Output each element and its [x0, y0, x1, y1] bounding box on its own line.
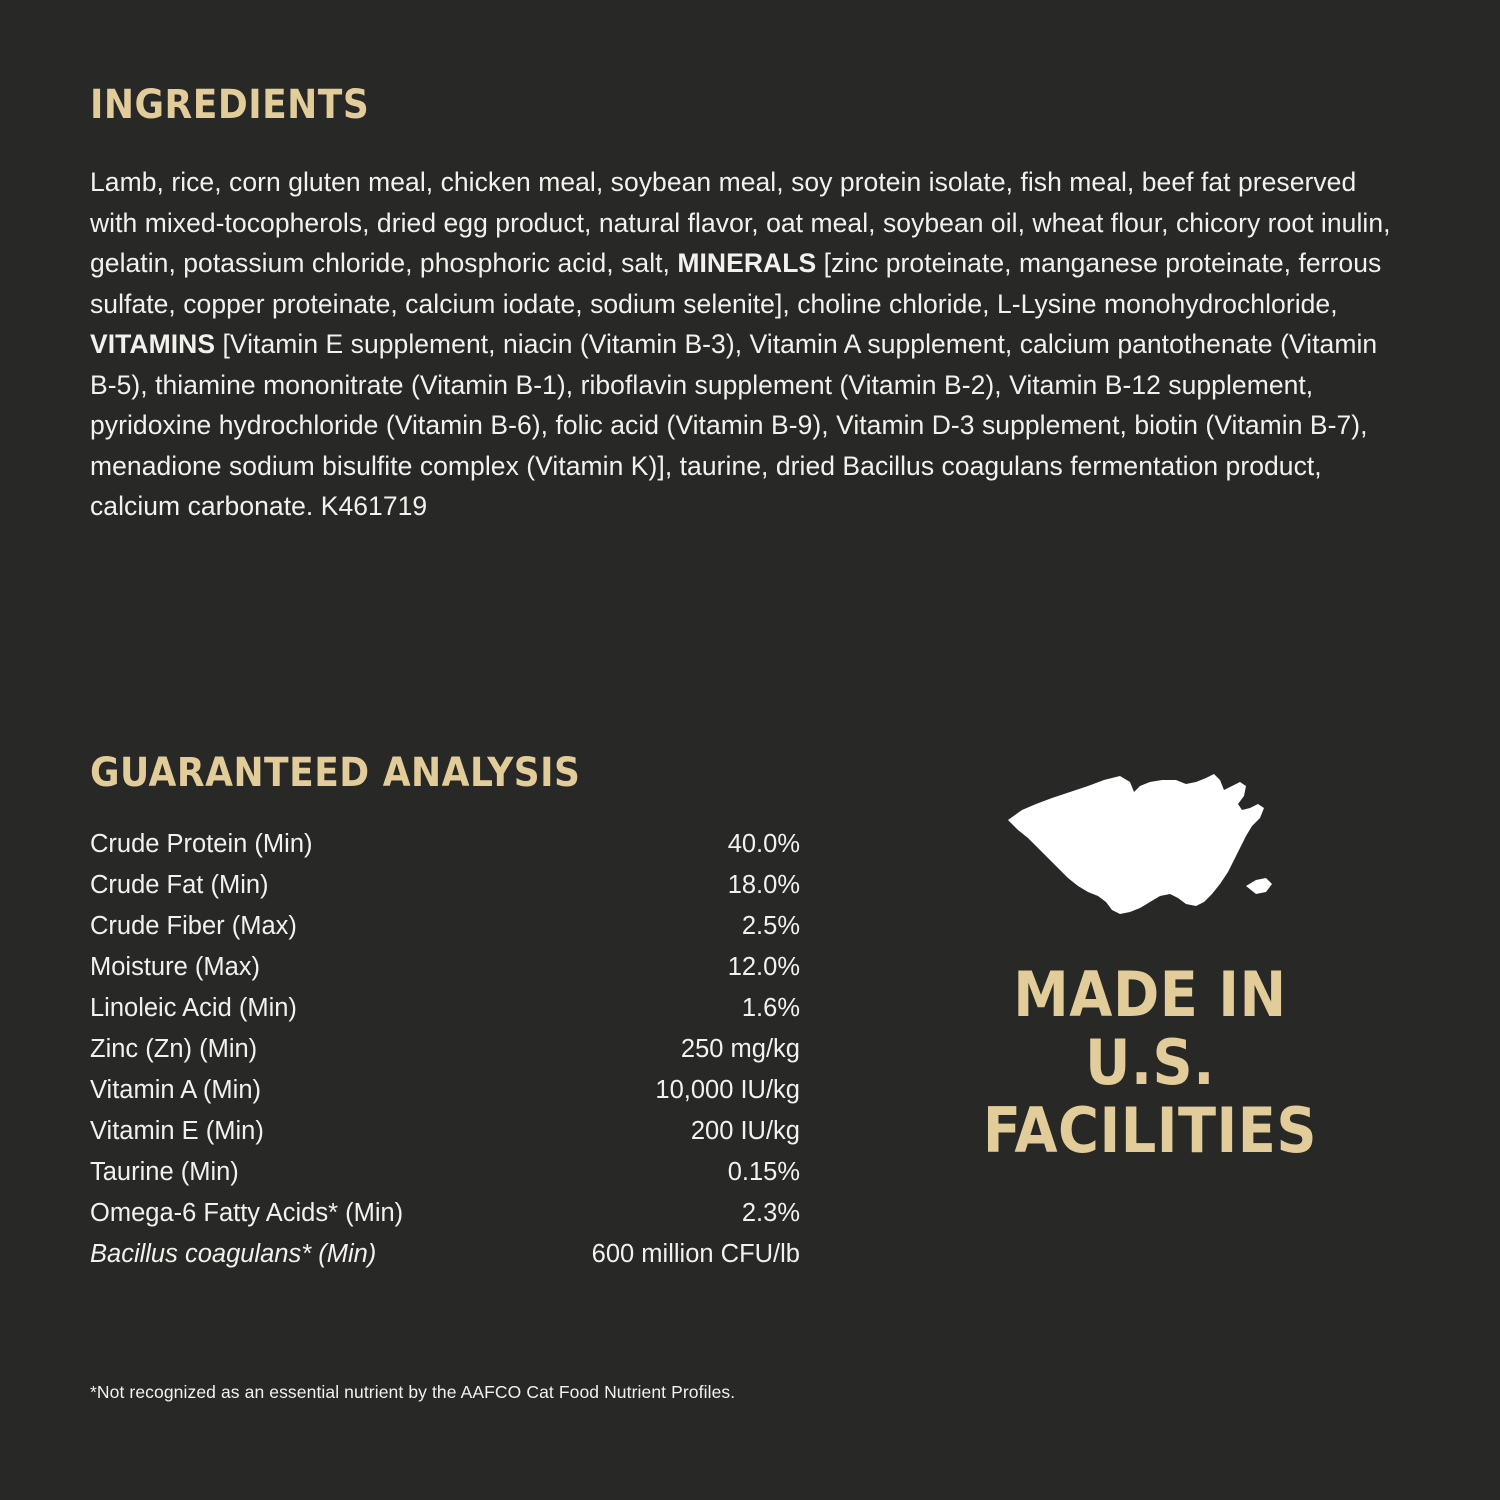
table-row	[90, 1029, 800, 1070]
table-row	[90, 988, 800, 1029]
nutrient-value: 1.6%	[741, 994, 800, 1022]
nutrient-value: 2.3%	[741, 1199, 800, 1227]
nutrient-value: 18.0%	[727, 871, 800, 899]
guaranteed-analysis-rows	[90, 824, 800, 1275]
ingredients-text	[90, 162, 1410, 527]
table-row	[90, 824, 800, 865]
ingredients-run: Lamb, rice, corn gluten meal, chicken meal, soybean meal, soy protein isolate, fish meal, beef fat preserved with mixed-tocopherols, dried egg product, natural flavor, oat meal, soybean oil, wheat flour, chicory root inulin, gelatin, potassium chloride, phosphoric acid, salt,	[90, 167, 1398, 278]
nutrient-name: Vitamin A (Min)	[90, 1076, 262, 1104]
table-row	[90, 1070, 800, 1111]
guaranteed-analysis-heading: GUARANTEED ANALYSIS	[90, 750, 581, 796]
nutrient-name: Crude Protein (Min)	[90, 830, 313, 858]
ingredients-emphasis: VITAMINS	[90, 329, 216, 359]
nutrient-value: 600 million CFU/lb	[591, 1240, 800, 1268]
footnote: *Not recognized as an essential nutrient by the AAFCO Cat Food Nutrient Profiles.	[90, 1382, 736, 1402]
nutrient-name: Linoleic Acid (Min)	[90, 994, 297, 1022]
nutrient-value: 40.0%	[727, 830, 800, 858]
table-row	[90, 1152, 800, 1193]
nutrient-name: Omega-6 Fatty Acids* (Min)	[90, 1199, 404, 1227]
nutrient-value: 12.0%	[727, 953, 800, 981]
made-in-us-badge	[940, 768, 1360, 1165]
nutrient-name: Crude Fiber (Max)	[90, 912, 297, 940]
table-row	[90, 947, 800, 988]
nutrient-name: Bacillus coagulans* (Min)	[90, 1240, 377, 1268]
table-row	[90, 1193, 800, 1234]
badge-line-3: FACILITIES	[982, 1094, 1318, 1167]
nutrient-value: 2.5%	[741, 912, 800, 940]
table-row	[90, 906, 800, 947]
table-row	[90, 1234, 800, 1275]
nutrient-name: Zinc (Zn) (Min)	[90, 1035, 258, 1063]
table-row	[90, 865, 800, 906]
ingredients-run: [Vitamin E supplement, niacin (Vitamin B-3), Vitamin A supplement, calcium pantothenate (Vitamin B-5), thiamine mononitrate (Vitamin B-1), riboflavin supplement (Vitamin B-2), Vitamin B-12 supplement, pyridoxine hydrochloride (Vitamin B-6), folic acid (Vitamin B-9), Vitamin D-3 supplement, biotin (Vitamin B-7), menadione sodium bisulfite complex (Vitamin K)], taurine, dried Bacillus coagulans fermentation product, calcium carbonate. K461719	[90, 329, 1385, 521]
nutrient-name: Crude Fat (Min)	[90, 871, 269, 899]
nutrient-value: 10,000 IU/kg	[655, 1076, 800, 1104]
ingredients-run: [zinc proteinate, manganese proteinate, ferrous sulfate, copper proteinate, calcium iodate, sodium selenite], choline chloride, L-Lysine monohydrochloride,	[90, 248, 1389, 319]
nutrient-value: 250 mg/kg	[680, 1035, 800, 1063]
nutrient-name: Moisture (Max)	[90, 953, 261, 981]
nutrient-value: 0.15%	[727, 1158, 800, 1186]
badge-line-1: MADE IN	[1013, 958, 1287, 1031]
table-row	[90, 1111, 800, 1152]
usa-map-icon	[1000, 768, 1300, 943]
nutrient-value: 200 IU/kg	[690, 1117, 800, 1145]
ingredients-section	[90, 82, 1410, 553]
ingredients-heading: INGREDIENTS	[90, 82, 370, 128]
nutrient-name: Taurine (Min)	[90, 1158, 239, 1186]
guaranteed-analysis-section	[90, 750, 810, 1275]
guaranteed-analysis-table	[90, 824, 800, 1275]
badge-line-2: U.S.	[1085, 1026, 1215, 1099]
nutrient-name: Vitamin E (Min)	[90, 1117, 264, 1145]
ingredients-emphasis: MINERALS	[677, 248, 817, 278]
